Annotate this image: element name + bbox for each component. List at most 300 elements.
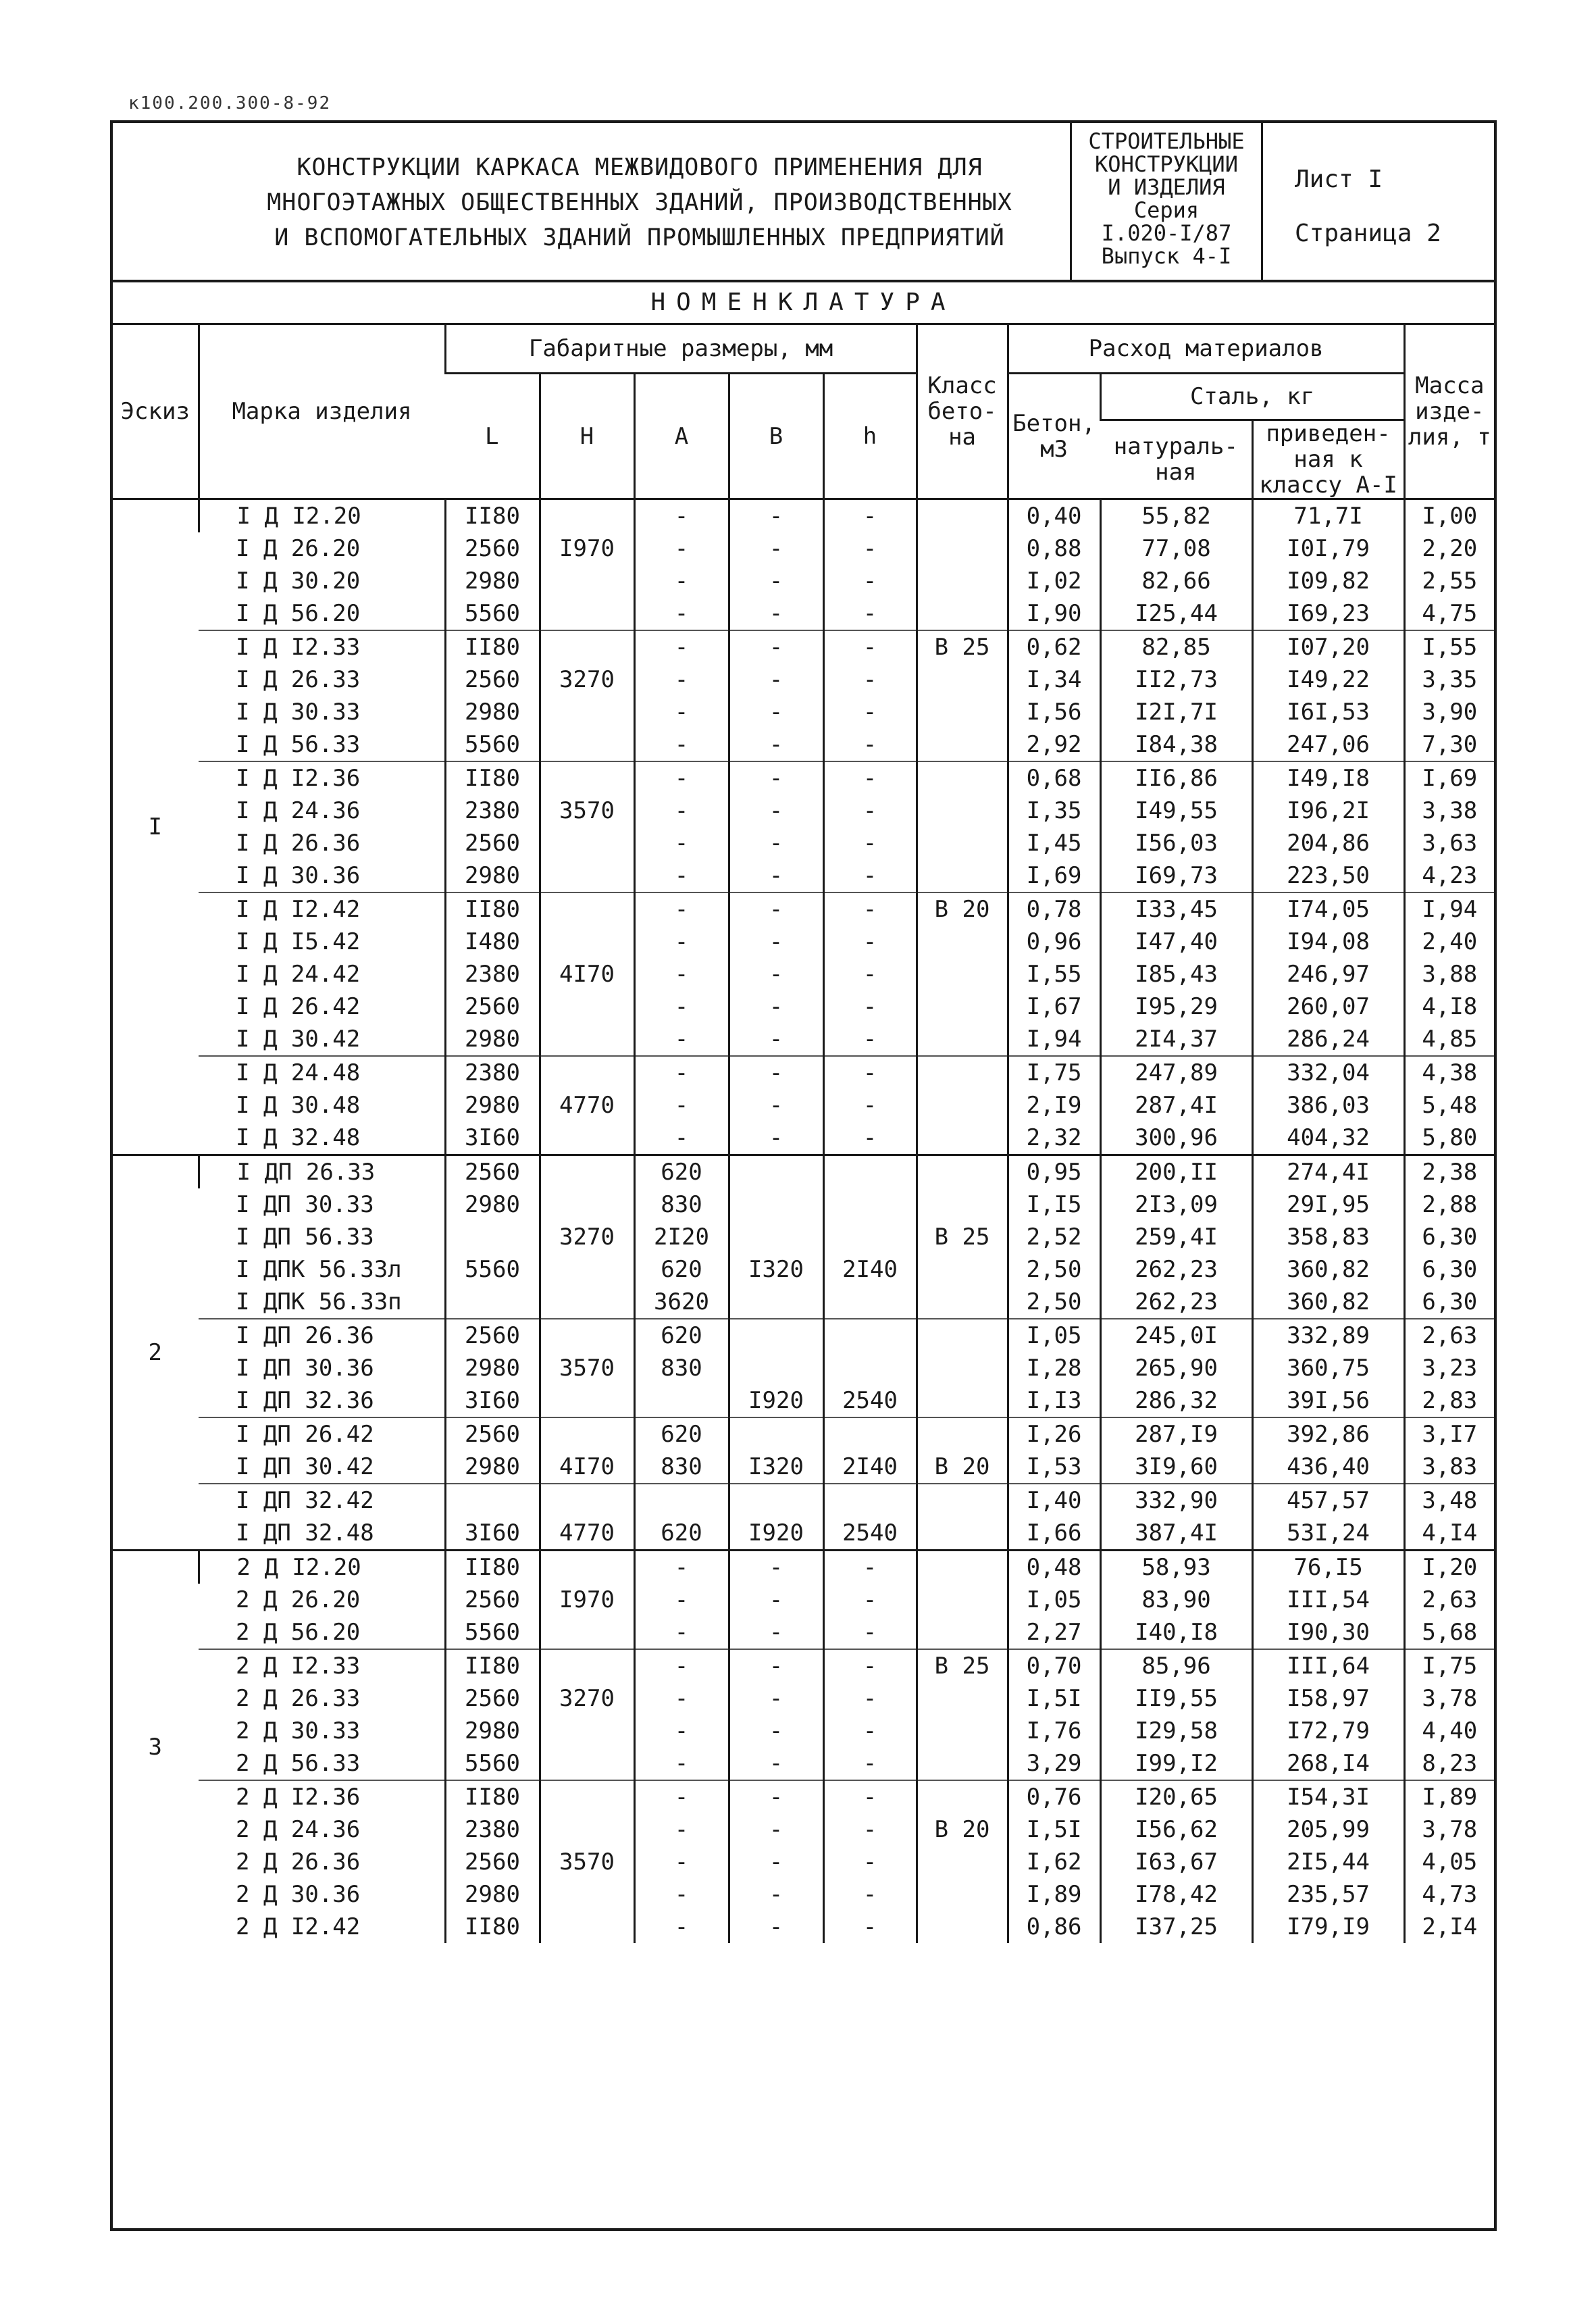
table-row: [113, 532, 1494, 565]
steel-natural-cell: 247,89: [1100, 1056, 1252, 1089]
concrete-cell: I,35: [1008, 795, 1100, 827]
steel-natural-cell: 262,23: [1100, 1286, 1252, 1319]
dim-b-cell: I920: [729, 1384, 823, 1417]
mark-cell: I ДП 30.33: [236, 1191, 374, 1218]
length-cell: 2980: [445, 696, 540, 728]
sketch-cell: I: [148, 813, 162, 840]
table-row: [113, 1122, 1494, 1155]
height-cell: 4770: [540, 1517, 634, 1551]
table-row: [113, 1089, 1494, 1122]
mass-cell: 4,I4: [1404, 1517, 1494, 1551]
steel-reduced-cell: 39I,56: [1252, 1384, 1404, 1417]
height-cell: [540, 630, 634, 663]
concrete-cell: I,66: [1008, 1517, 1100, 1551]
concrete-cell: I,67: [1008, 990, 1100, 1023]
class-cell: [917, 499, 1008, 533]
dim-b-cell: -: [729, 926, 823, 958]
height-cell: [540, 1780, 634, 1813]
dim-h-cell: -: [823, 926, 917, 958]
dim-a-cell: 620: [634, 1155, 729, 1189]
class-cell: [917, 1747, 1008, 1780]
dim-b-cell: -: [729, 1911, 823, 1943]
height-cell: [540, 728, 634, 761]
class-cell: В 20: [917, 1451, 1008, 1484]
height-cell: [540, 926, 634, 958]
steel-reduced-cell: I0I,79: [1252, 532, 1404, 565]
mark-cell: I Д 30.48: [236, 1092, 361, 1119]
height-cell: I970: [540, 532, 634, 565]
table-row: [113, 1551, 1494, 1584]
steel-natural-cell: 259,4I: [1100, 1221, 1252, 1253]
dim-h-cell: 2540: [823, 1384, 917, 1417]
dim-h-cell: -: [823, 990, 917, 1023]
class-cell: [917, 663, 1008, 696]
class-cell: [917, 597, 1008, 630]
height-cell: [540, 1649, 634, 1682]
table-row: [113, 1451, 1494, 1484]
steel-reduced-cell: I69,23: [1252, 597, 1404, 630]
A-header: A: [634, 374, 729, 499]
class-cell: [917, 761, 1008, 795]
table-row: [113, 926, 1494, 958]
mass-cell: 5,48: [1404, 1089, 1494, 1122]
dim-h-cell: -: [823, 1682, 917, 1715]
length-cell: 2980: [445, 1352, 540, 1384]
steel-reduced-cell: I07,20: [1252, 630, 1404, 663]
steel-natural-cell: I78,42: [1100, 1878, 1252, 1911]
dim-a-cell: -: [634, 597, 729, 630]
steel-natural-cell: 58,93: [1100, 1551, 1252, 1584]
steel-reduced-cell: 223,50: [1252, 859, 1404, 892]
dim-b-cell: [729, 1286, 823, 1319]
mass-cell: 2,88: [1404, 1188, 1494, 1221]
dim-b-cell: -: [729, 958, 823, 990]
steel-reduced-cell: 436,40: [1252, 1451, 1404, 1484]
steel-natural-cell: 2I3,09: [1100, 1188, 1252, 1221]
dim-a-cell: -: [634, 499, 729, 533]
dim-a-cell: 3620: [634, 1286, 729, 1319]
dim-h-cell: [823, 1221, 917, 1253]
steel-natural-cell: 287,4I: [1100, 1089, 1252, 1122]
steel-natural-cell: 85,96: [1100, 1649, 1252, 1682]
class-cell: [917, 1682, 1008, 1715]
dim-b-cell: -: [729, 1682, 823, 1715]
class-cell: [917, 1616, 1008, 1649]
dim-b-cell: -: [729, 1715, 823, 1747]
table-row: [113, 696, 1494, 728]
sheet-number: Лист I: [1295, 166, 1383, 193]
length-cell: 2560: [445, 1682, 540, 1715]
concrete-cell: 0,70: [1008, 1649, 1100, 1682]
steel-reduced-cell: 76,I5: [1252, 1551, 1404, 1584]
steel-natural-cell: I49,55: [1100, 795, 1252, 827]
document-code: к100.200.300-8-92: [128, 93, 332, 114]
dim-a-cell: -: [634, 1551, 729, 1584]
dim-a-cell: 830: [634, 1188, 729, 1221]
dim-a-cell: -: [634, 1649, 729, 1682]
height-cell: [540, 499, 634, 533]
length-cell: 3I60: [445, 1517, 540, 1551]
concrete-cell: 0,78: [1008, 892, 1100, 926]
steel-natural-cell: 83,90: [1100, 1584, 1252, 1616]
steel-reduced-cell: I49,22: [1252, 663, 1404, 696]
table-row: [113, 1253, 1494, 1286]
table-row: [113, 1584, 1494, 1616]
mass-cell: 6,30: [1404, 1286, 1494, 1319]
concrete-cell: 0,62: [1008, 630, 1100, 663]
steel-reduced-cell: 332,04: [1252, 1056, 1404, 1089]
length-cell: II80: [445, 761, 540, 795]
dim-b-cell: -: [729, 565, 823, 597]
mark-cell: I ДП 26.36: [199, 1319, 445, 1352]
steel-natural-cell: II9,55: [1100, 1682, 1252, 1715]
concrete-cell: I,94: [1008, 1023, 1100, 1056]
class-cell: [917, 827, 1008, 859]
length-cell: 2980: [445, 1188, 540, 1221]
steel-natural-cell: 332,90: [1100, 1484, 1252, 1517]
class-cell: [917, 1911, 1008, 1943]
class-cell: [917, 926, 1008, 958]
mass-cell: 7,30: [1404, 728, 1494, 761]
steel-natural-cell: 265,90: [1100, 1352, 1252, 1384]
steel-natural-cell: I63,67: [1100, 1846, 1252, 1878]
document-title: [133, 150, 1146, 255]
length-cell: 3I60: [445, 1384, 540, 1417]
length-cell: 2560: [445, 663, 540, 696]
table-row: [113, 1417, 1494, 1451]
mass-cell: 2,38: [1404, 1155, 1494, 1189]
mark-cell: I Д 30.20: [236, 568, 361, 595]
concrete-cell: 2,52: [1008, 1221, 1100, 1253]
mark-cell: I ДП 26.33: [199, 1155, 445, 1189]
mass-cell: 2,55: [1404, 565, 1494, 597]
mass-cell: I,55: [1404, 630, 1494, 663]
dim-a-cell: -: [634, 1878, 729, 1911]
class-cell: [917, 1286, 1008, 1319]
length-cell: 3I60: [445, 1122, 540, 1155]
steel-natural-cell: 262,23: [1100, 1253, 1252, 1286]
steel-reduced-cell: III,64: [1252, 1649, 1404, 1682]
height-cell: 3270: [540, 1221, 634, 1253]
steel-natural-cell: I20,65: [1100, 1780, 1252, 1813]
mass-cell: 4,23: [1404, 859, 1494, 892]
series-line: Серия: [1133, 197, 1200, 223]
concrete-cell: I,28: [1008, 1352, 1100, 1384]
dim-a-cell: -: [634, 795, 729, 827]
length-cell: 2560: [445, 1584, 540, 1616]
concrete-cell: I,45: [1008, 827, 1100, 859]
class-cell: [917, 1188, 1008, 1221]
dim-h-cell: -: [823, 859, 917, 892]
mass-cell: 2,I4: [1404, 1911, 1494, 1943]
dim-h-cell: -: [823, 1780, 917, 1813]
mass-cell: 2,83: [1404, 1384, 1494, 1417]
mass-cell: 6,30: [1404, 1253, 1494, 1286]
dim-b-cell: -: [729, 1813, 823, 1846]
dim-b-cell: I320: [729, 1451, 823, 1484]
dim-b-cell: [729, 1188, 823, 1221]
length-cell: II80: [445, 1780, 540, 1813]
dim-b-cell: -: [729, 1089, 823, 1122]
dim-a-cell: -: [634, 1715, 729, 1747]
mass-cell: 3,83: [1404, 1451, 1494, 1484]
steel-reduced-cell: 386,03: [1252, 1089, 1404, 1122]
concrete-cell: 0,48: [1008, 1551, 1100, 1584]
length-cell: 2980: [445, 859, 540, 892]
class-cell: [917, 728, 1008, 761]
table-row: [113, 1846, 1494, 1878]
class-cell: [917, 1715, 1008, 1747]
mark-cell: I Д 56.33: [236, 731, 361, 758]
length-cell: II80: [445, 1911, 540, 1943]
mass-cell: 4,73: [1404, 1878, 1494, 1911]
mass-cell: I,00: [1404, 499, 1494, 533]
mark-cell: I Д 30.42: [236, 1026, 361, 1053]
steel-natural-cell: I84,38: [1100, 728, 1252, 761]
dim-a-cell: -: [634, 990, 729, 1023]
dim-b-cell: I920: [729, 1517, 823, 1551]
steel-reduced-cell: 246,97: [1252, 958, 1404, 990]
concrete-cell: I,55: [1008, 958, 1100, 990]
dim-a-cell: -: [634, 1122, 729, 1155]
concrete-cell: I,I3: [1008, 1384, 1100, 1417]
length-cell: I480: [445, 926, 540, 958]
mark-cell: I Д 26.33: [236, 666, 361, 693]
dim-h-cell: [823, 1417, 917, 1451]
dim-b-cell: -: [729, 1747, 823, 1780]
mark-cell: 2 Д 26.20: [236, 1586, 361, 1613]
table-row: [113, 1780, 1494, 1813]
mass-cell: 4,05: [1404, 1846, 1494, 1878]
dim-b-cell: -: [729, 630, 823, 663]
class-cell: [917, 859, 1008, 892]
class-cell: [917, 958, 1008, 990]
class-cell: [917, 1023, 1008, 1056]
table-row: [113, 1286, 1494, 1319]
class-cell: [917, 1584, 1008, 1616]
mass-cell: 2,63: [1404, 1584, 1494, 1616]
class-cell: В 20: [917, 1813, 1008, 1846]
steel-natural-cell: I33,45: [1100, 892, 1252, 926]
steel-reduced-cell: 247,06: [1252, 728, 1404, 761]
length-cell: 5560: [445, 1253, 540, 1286]
length-cell: 2980: [445, 1451, 540, 1484]
H-header: H: [540, 374, 634, 499]
length-cell: II80: [445, 1551, 540, 1584]
steel-reduced-cell: 29I,95: [1252, 1188, 1404, 1221]
length-cell: 2980: [445, 1878, 540, 1911]
height-cell: [540, 859, 634, 892]
steel-reduced-cell: 268,I4: [1252, 1747, 1404, 1780]
height-cell: [540, 1155, 634, 1189]
table-row: [113, 663, 1494, 696]
table-row: [113, 1484, 1494, 1517]
materials-header: Расход материалов: [1008, 325, 1404, 374]
concrete-cell: I,69: [1008, 859, 1100, 892]
dim-h-cell: -: [823, 1616, 917, 1649]
length-cell: II80: [445, 630, 540, 663]
height-cell: [540, 990, 634, 1023]
dim-b-cell: [729, 1484, 823, 1517]
steel-reduced-cell: 71,7I: [1252, 499, 1404, 533]
steel-reduced-cell: 360,82: [1252, 1286, 1404, 1319]
class-cell: В 25: [917, 630, 1008, 663]
mark-cell: I Д I2.42: [199, 892, 445, 926]
mark-cell: I Д I2.20: [199, 499, 445, 533]
length-cell: 2560: [445, 1155, 540, 1189]
dim-a-cell: 620: [634, 1517, 729, 1551]
dim-b-cell: -: [729, 728, 823, 761]
dim-a-cell: -: [634, 1780, 729, 1813]
height-cell: [540, 761, 634, 795]
sketch-cell: 2: [113, 1155, 199, 1551]
series-block: [1070, 123, 1263, 280]
class-cell: [917, 1484, 1008, 1517]
length-cell: [445, 1484, 540, 1517]
concrete-cell: I,02: [1008, 565, 1100, 597]
table-row: [113, 1682, 1494, 1715]
series-line: И ИЗДЕЛИЯ: [1108, 174, 1225, 200]
mark-cell: 2 Д 26.33: [236, 1685, 361, 1712]
class-cell: [917, 795, 1008, 827]
drawing-sheet: [110, 120, 1497, 2231]
mark-cell: I Д I2.33: [199, 630, 445, 663]
dim-a-cell: -: [634, 892, 729, 926]
height-cell: [540, 565, 634, 597]
table-row: [113, 565, 1494, 597]
steel-reduced-cell: 286,24: [1252, 1023, 1404, 1056]
steel-reduced-cell: I90,30: [1252, 1616, 1404, 1649]
dim-a-cell: [634, 1484, 729, 1517]
concrete-cell: I,76: [1008, 1715, 1100, 1747]
dim-h-cell: -: [823, 1584, 917, 1616]
height-cell: 4770: [540, 1089, 634, 1122]
steel-reduced-cell: I54,3I: [1252, 1780, 1404, 1813]
mark-header: Марка изделия: [199, 325, 445, 499]
length-cell: [445, 1221, 540, 1253]
mark-cell: I ДП 32.36: [236, 1387, 374, 1414]
dim-h-cell: -: [823, 1846, 917, 1878]
dim-h-cell: -: [823, 1023, 917, 1056]
steel-reduced-cell: I79,I9: [1252, 1911, 1404, 1943]
series-line: Выпуск 4-I: [1101, 243, 1232, 269]
dim-b-cell: -: [729, 859, 823, 892]
mark-cell: I Д 24.48: [199, 1056, 445, 1089]
height-cell: [540, 1484, 634, 1517]
class-cell: [917, 696, 1008, 728]
steel-natural-cell: 77,08: [1100, 532, 1252, 565]
series-line: I.020-I/87: [1101, 220, 1232, 246]
length-cell: 2980: [445, 565, 540, 597]
concrete-cell: I,62: [1008, 1846, 1100, 1878]
steel-reduced-cell: 358,83: [1252, 1221, 1404, 1253]
steel-natural-cell: 287,I9: [1100, 1417, 1252, 1451]
concrete-cell: 0,40: [1008, 499, 1100, 533]
steel-natural-cell: I95,29: [1100, 990, 1252, 1023]
B-header: B: [729, 374, 823, 499]
class-cell: В 25: [917, 1221, 1008, 1253]
mark-cell: 2 Д I2.36: [199, 1780, 445, 1813]
title-line: КОНСТРУКЦИИ КАРКАСА МЕЖВИДОВОГО ПРИМЕНЕНИЯ ДЛЯ: [297, 154, 983, 181]
series-line: СТРОИТЕЛЬНЫЕ: [1088, 128, 1245, 154]
height-cell: [540, 1286, 634, 1319]
dim-h-cell: [823, 1286, 917, 1319]
steel-reduced-cell: 392,86: [1252, 1417, 1404, 1451]
length-cell: 5560: [445, 728, 540, 761]
dim-a-cell: 830: [634, 1352, 729, 1384]
class-cell: [917, 1352, 1008, 1384]
class-cell: [917, 990, 1008, 1023]
concrete-cell: 2,92: [1008, 728, 1100, 761]
class-cell: [917, 1122, 1008, 1155]
mark-cell: I Д 32.48: [236, 1124, 361, 1151]
mark-cell: 2 Д 56.33: [236, 1750, 361, 1777]
concrete-cell: 2,50: [1008, 1286, 1100, 1319]
table-row: [113, 1188, 1494, 1221]
dim-a-cell: -: [634, 1911, 729, 1943]
dim-b-cell: -: [729, 892, 823, 926]
concrete-cell: I,I5: [1008, 1188, 1100, 1221]
table-row: [113, 1221, 1494, 1253]
table-row: [113, 1155, 1494, 1189]
table-row: [113, 1319, 1494, 1352]
steel-natural-cell: I40,I8: [1100, 1616, 1252, 1649]
dim-h-cell: -: [823, 892, 917, 926]
steel-natural-cell: I56,03: [1100, 827, 1252, 859]
height-cell: [540, 696, 634, 728]
dim-a-cell: -: [634, 1056, 729, 1089]
height-cell: [540, 1911, 634, 1943]
table-row: [113, 1517, 1494, 1551]
steel-reduced-cell: III,54: [1252, 1584, 1404, 1616]
mark-cell: I ДП 30.36: [236, 1355, 374, 1382]
steel-reduced-cell: I96,2I: [1252, 795, 1404, 827]
dim-b-cell: -: [729, 1649, 823, 1682]
table-row: [113, 1715, 1494, 1747]
steel-natural-cell: I2I,7I: [1100, 696, 1252, 728]
height-cell: 4I70: [540, 958, 634, 990]
mark-cell: I ДП 26.42: [199, 1417, 445, 1451]
table-row: [113, 1616, 1494, 1649]
dim-b-cell: -: [729, 1878, 823, 1911]
dim-h-cell: -: [823, 630, 917, 663]
steel-reduced-cell: I49,I8: [1252, 761, 1404, 795]
dim-a-cell: [634, 1384, 729, 1417]
dim-a-cell: -: [634, 827, 729, 859]
steel-natural-cell: 82,85: [1100, 630, 1252, 663]
steel-reduced-cell: 360,75: [1252, 1352, 1404, 1384]
mark-cell: I Д I5.42: [236, 928, 361, 955]
dim-b-cell: -: [729, 532, 823, 565]
height-cell: [540, 1715, 634, 1747]
mass-cell: 3,90: [1404, 696, 1494, 728]
height-cell: 3270: [540, 663, 634, 696]
mark-cell: 2 Д 30.33: [236, 1717, 361, 1744]
dim-b-cell: -: [729, 1122, 823, 1155]
class-cell: [917, 1319, 1008, 1352]
class-cell: [917, 1253, 1008, 1286]
dim-a-cell: 620: [634, 1417, 729, 1451]
dim-h-cell: -: [823, 761, 917, 795]
dim-b-cell: -: [729, 990, 823, 1023]
table-row: [113, 630, 1494, 663]
height-cell: [540, 1122, 634, 1155]
mark-cell: I ДП 56.33: [236, 1224, 374, 1251]
height-cell: [540, 1023, 634, 1056]
dim-a-cell: -: [634, 728, 729, 761]
class-cell: [917, 1155, 1008, 1189]
mass-header: Масса изде- лия, т: [1404, 325, 1494, 499]
